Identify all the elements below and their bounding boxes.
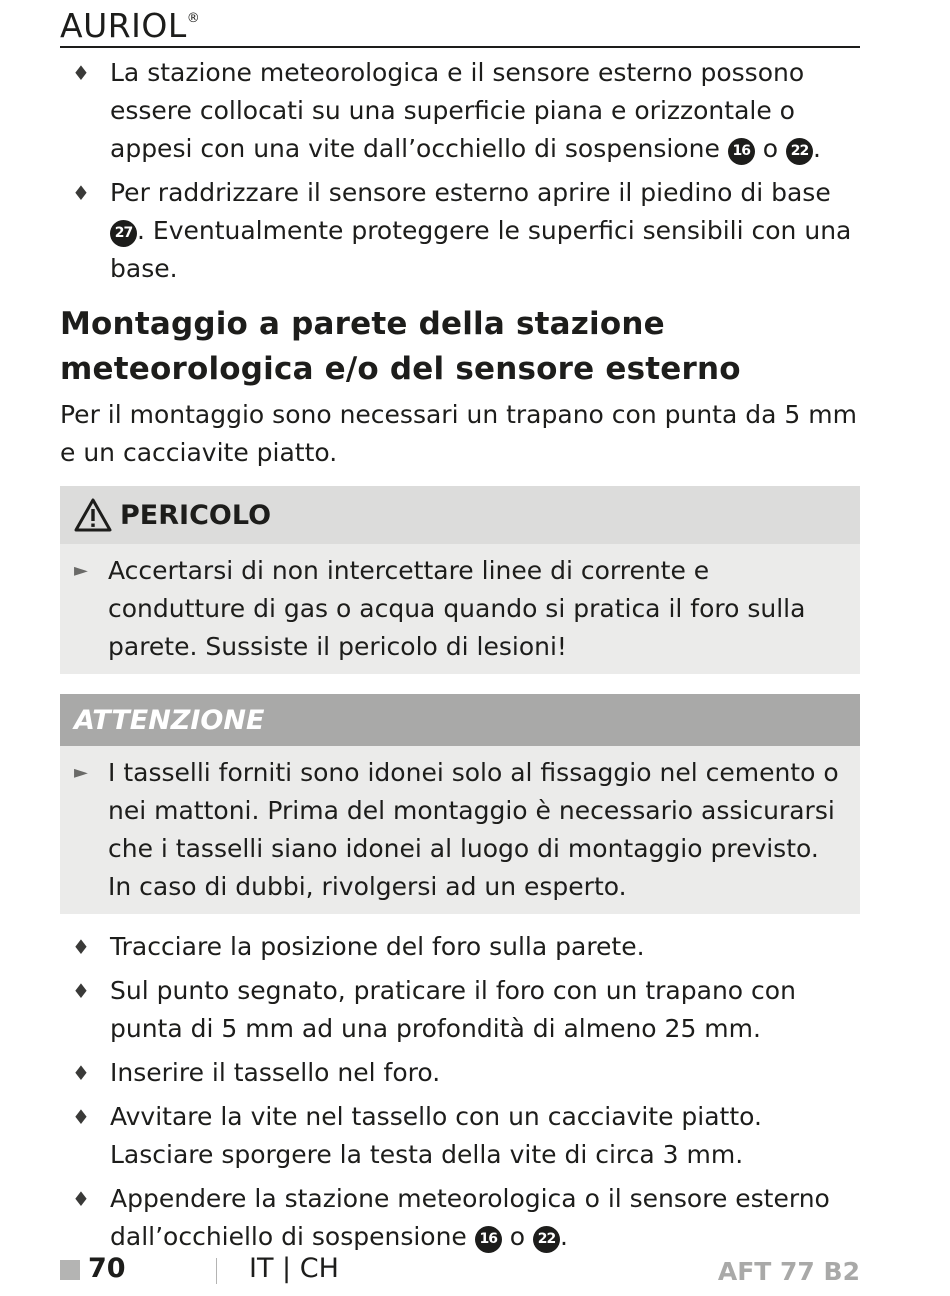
- step-item: [60, 1098, 860, 1174]
- diamond-bullet-icon: ♦: [72, 1187, 90, 1211]
- attention-text: I tasselli forniti sono idonei solo al fissaggio nel cemento o nei mattoni. Prima del montaggio è necessario assicurarsi che i tasselli siano idonei al luogo di montaggio previsto. In caso di dubbi, rivolgersi ad un esperto.: [108, 758, 839, 901]
- page-number: 70: [88, 1253, 126, 1284]
- reference-number-icon: 16: [728, 138, 755, 165]
- section-intro: Per il montaggio sono necessari un trapano con punta da 5 mm e un cacciavite piatto.: [60, 400, 857, 467]
- model-number: AFT 77 B2: [717, 1257, 860, 1286]
- step-item: [60, 1054, 860, 1092]
- diamond-bullet-icon: ♦: [72, 979, 90, 1003]
- registered-mark: ®: [186, 11, 201, 26]
- bullet-text: La stazione meteorologica e il sensore esterno possono essere collocati su una superficie piana e orizzontale o appesi con una vite dall’occhiello di sospensione: [110, 58, 805, 163]
- triangle-arrow-icon: ►: [74, 762, 88, 783]
- step-item: [60, 972, 860, 1048]
- danger-list: [60, 544, 860, 674]
- bullet-text: .: [559, 1222, 568, 1251]
- steps-bullet-list: [60, 928, 860, 1256]
- page-header: [60, 2, 860, 48]
- reference-number-icon: 27: [110, 220, 137, 247]
- danger-text: Accertarsi di non intercettare linee di corrente e condutture di gas o acqua quando si pratica il foro sulla parete. Sussiste il pericolo di lesioni!: [108, 556, 806, 661]
- page-content: [60, 54, 860, 1262]
- brand-name: AURIOL: [60, 6, 187, 45]
- bullet-text: o: [754, 134, 786, 163]
- attention-box: [60, 694, 860, 914]
- step-item: [60, 928, 860, 966]
- danger-header: [60, 486, 860, 544]
- bullet-text: Inserire il tassello nel foro.: [110, 1058, 441, 1087]
- danger-box: [60, 486, 860, 674]
- attention-header: [60, 694, 860, 746]
- footer-square-icon: [60, 1260, 80, 1280]
- reference-number-icon: 22: [786, 138, 813, 165]
- bullet-text: .: [812, 134, 821, 163]
- diamond-bullet-icon: ♦: [72, 1061, 90, 1085]
- footer-divider: [216, 1258, 217, 1284]
- bullet-text: Sul punto segnato, praticare il foro con un trapano con punta di 5 mm ad una profondità di almeno 25 mm.: [110, 976, 796, 1043]
- attention-item: [60, 754, 846, 906]
- bullet-text: . Eventualmente proteggere le superfici sensibili con una base.: [110, 216, 852, 283]
- reference-number-icon: 16: [475, 1226, 502, 1253]
- attention-list: [60, 746, 860, 914]
- warning-triangle-icon: [74, 498, 112, 532]
- attention-label: ATTENZIONE: [74, 704, 265, 736]
- diamond-bullet-icon: ♦: [72, 61, 90, 85]
- language-code: IT | CH: [249, 1253, 339, 1284]
- danger-item: [60, 552, 846, 666]
- page-footer: [60, 1248, 860, 1292]
- danger-label: PERICOLO: [120, 499, 272, 531]
- step-item: [60, 1180, 860, 1256]
- diamond-bullet-icon: ♦: [72, 1105, 90, 1129]
- bullet-text: Appendere la stazione meteorologica o il sensore esterno dall’occhiello di sospensione: [110, 1184, 830, 1251]
- brand-logo: [60, 6, 200, 45]
- triangle-arrow-icon: ►: [74, 560, 88, 581]
- bullet-item: [60, 174, 860, 288]
- bullet-item: [60, 54, 860, 168]
- section-title: Montaggio a parete della stazione meteorologica e/o del sensore esterno: [60, 306, 741, 387]
- bullet-text: Tracciare la posizione del foro sulla parete.: [110, 932, 645, 961]
- bullet-text: Per raddrizzare il sensore esterno aprire il piedino di base: [110, 178, 831, 207]
- diamond-bullet-icon: ♦: [72, 935, 90, 959]
- bullet-text: Avvitare la vite nel tassello con un cacciavite piatto. Lasciare sporgere la testa della vite di circa 3 mm.: [110, 1102, 762, 1169]
- reference-number-icon: 22: [533, 1226, 560, 1253]
- diamond-bullet-icon: ♦: [72, 181, 90, 205]
- bullet-text: o: [501, 1222, 533, 1251]
- intro-bullet-list: [60, 54, 860, 288]
